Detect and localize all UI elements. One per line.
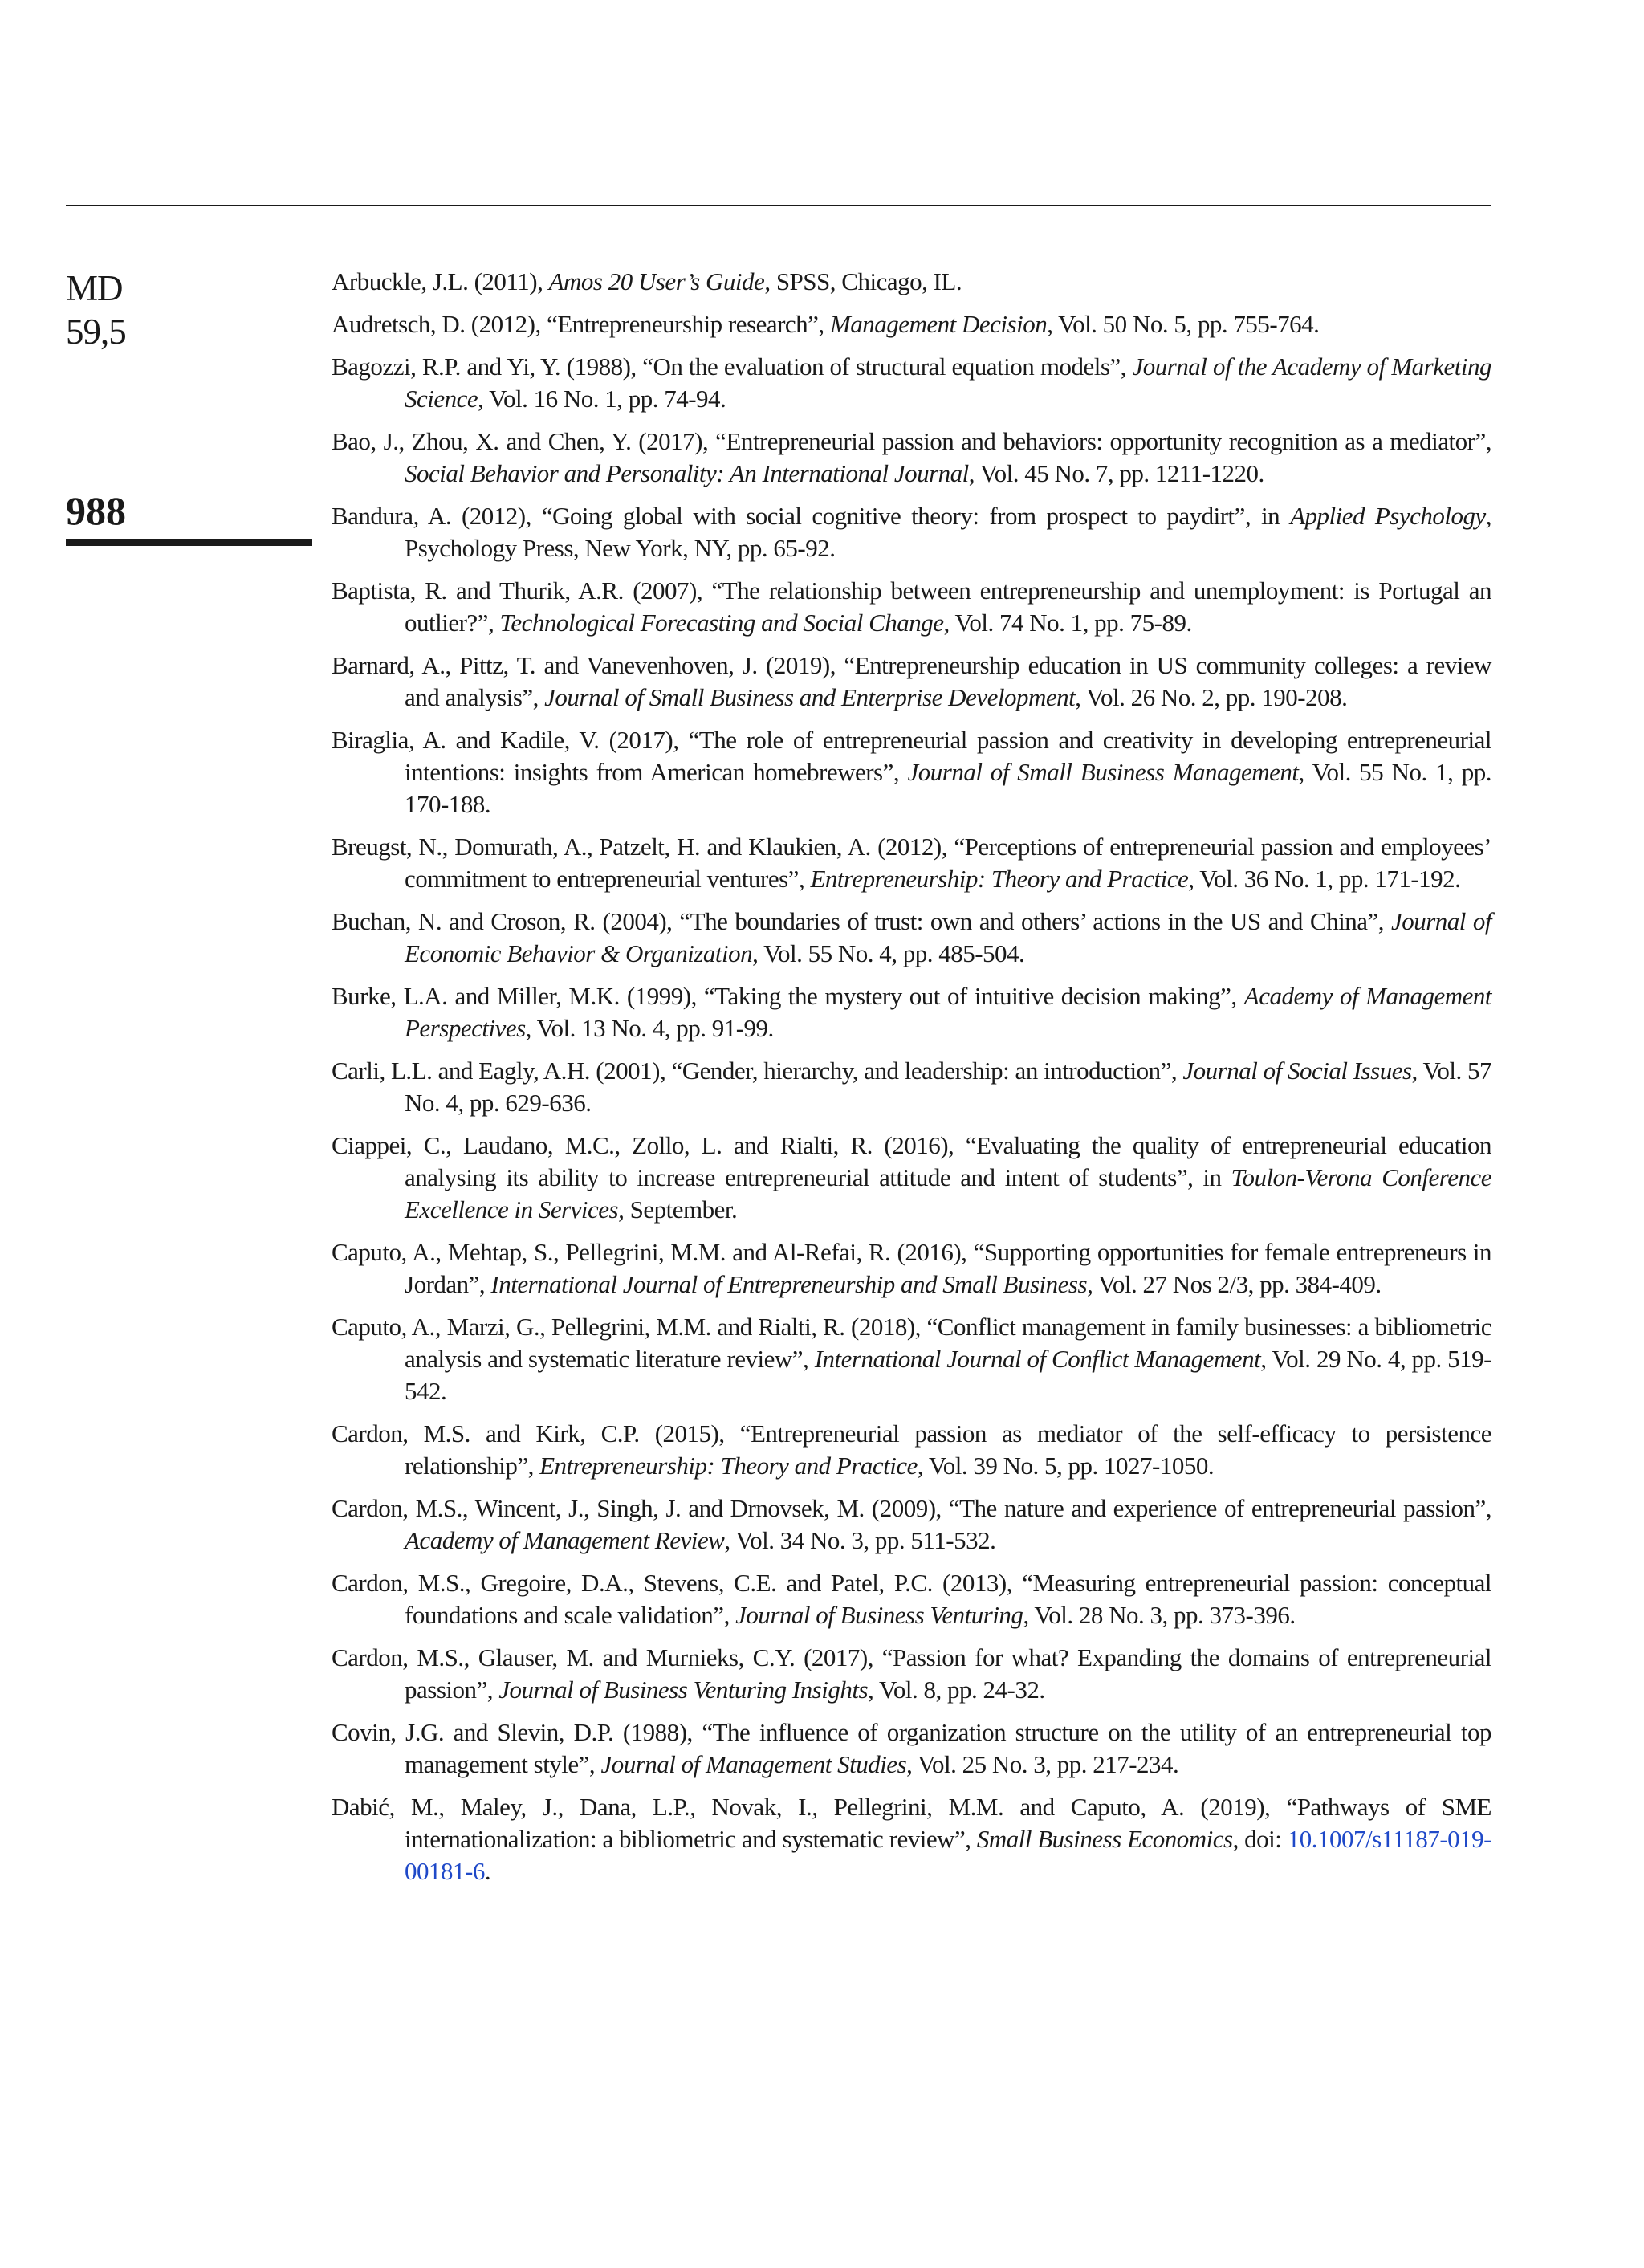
reference-text: Dabić, M., Maley, J., Dana, L.P., Novak, I., Pellegrini, M.M. and Caputo, A. (2019), “Pathways of SME internationalization: a bibliometric and systematic review”, [332, 1793, 1491, 1853]
reference-item [332, 351, 1491, 415]
reference-item [332, 575, 1491, 639]
reference-item [332, 649, 1491, 714]
journal-identifier [66, 267, 126, 353]
reference-text: , Vol. 27 Nos 2/3, pp. 384-409. [1087, 1270, 1382, 1298]
reference-text: Caputo, A., Mehtap, S., Pellegrini, M.M. and Al-Refai, R. (2016), “Supporting opportunities for female entrepreneurs in Jordan”, [332, 1238, 1491, 1298]
reference-text: Buchan, N. and Croson, R. (2004), “The boundaries of trust: own and others’ actions in the US and China”, [332, 907, 1391, 935]
reference-item [332, 980, 1491, 1044]
reference-text: Cardon, M.S., Gregoire, D.A., Stevens, C.E. and Patel, P.C. (2013), “Measuring entrepreneurial passion: conceptual foundations and scale validation”, [332, 1569, 1491, 1629]
reference-text: Cardon, M.S., Wincent, J., Singh, J. and Drnovsek, M. (2009), “The nature and experience of entrepreneurial passion”, [332, 1494, 1491, 1522]
reference-item [332, 1311, 1491, 1407]
reference-text: Baptista, R. and Thurik, A.R. (2007), “The relationship between entrepreneurship and unemployment: is Portugal an outlier?”, [332, 576, 1491, 637]
reference-source-title: Applied Psychology [1290, 502, 1486, 530]
reference-item [332, 1791, 1491, 1887]
reference-source-title: International Journal of Conflict Management [814, 1345, 1261, 1373]
reference-text: . [484, 1857, 491, 1885]
reference-text: Bandura, A. (2012), “Going global with social cognitive theory: from prospect to paydirt”, in [332, 502, 1291, 530]
reference-text: Arbuckle, J.L. (2011), [332, 267, 549, 295]
reference-text: , doi: [1232, 1825, 1288, 1853]
reference-source-title: Journal of Social Issues [1182, 1057, 1412, 1085]
page-number-rule [66, 539, 312, 546]
reference-text: Burke, L.A. and Miller, M.K. (1999), “Taking the mystery out of intuitive decision making”, [332, 982, 1244, 1010]
reference-source-title: Toulon-Verona Conference Excellence in Services, [405, 1163, 1492, 1224]
reference-source-title: Journal of Business Venturing [735, 1601, 1023, 1629]
reference-source-title: Journal of the Academy of Marketing Science [405, 352, 1491, 413]
reference-source-title: Small Business Economics [976, 1825, 1233, 1853]
reference-item [332, 1130, 1491, 1226]
reference-source-title: Journal of Economic Behavior & Organization [405, 907, 1491, 967]
reference-item [332, 426, 1491, 490]
reference-text: Cardon, M.S., Glauser, M. and Murnieks, C.Y. (2017), “Passion for what? Expanding the domains of entrepreneurial passion”, [332, 1643, 1491, 1704]
reference-item [332, 1236, 1491, 1301]
reference-text: , Vol. 29 No. 4, pp. 519-542. [405, 1345, 1492, 1405]
reference-text: September. [624, 1195, 738, 1224]
reference-text: Covin, J.G. and Slevin, D.P. (1988), “The influence of organization structure on the utility of an entrepreneurial top management style”, [332, 1718, 1491, 1778]
reference-item [332, 1716, 1491, 1781]
reference-source-title: International Journal of Entrepreneurship and Small Business [490, 1270, 1088, 1298]
reference-source-title: Technological Forecasting and Social Change [499, 609, 944, 637]
reference-source-title: Entrepreneurship: Theory and Practice [539, 1452, 918, 1480]
reference-source-title: Journal of Business Venturing Insights [498, 1676, 869, 1704]
reference-text: , Vol. 39 No. 5, pp. 1027-1050. [917, 1452, 1215, 1480]
reference-text: , Psychology Press, New York, NY, pp. 65-92. [405, 502, 1492, 562]
reference-text: , Vol. 13 No. 4, pp. 91-99. [525, 1014, 774, 1042]
reference-item [332, 906, 1491, 970]
reference-text: Barnard, A., Pittz, T. and Vanevenhoven, J. (2019), “Entrepreneurship education in US community colleges: a review and analysis”, [332, 651, 1491, 711]
reference-item [332, 1418, 1491, 1482]
reference-item [332, 1492, 1491, 1557]
reference-source-title: Social Behavior and Personality: An International Journal [405, 459, 969, 487]
reference-text: , Vol. 26 No. 2, pp. 190-208. [1075, 683, 1348, 711]
reference-source-title: Journal of Small Business Management [907, 758, 1299, 786]
reference-text: , Vol. 36 No. 1, pp. 171-192. [1188, 865, 1461, 893]
reference-text: Breugst, N., Domurath, A., Patzelt, H. and Klaukien, A. (2012), “Perceptions of entrepreneurial passion and employees’ commitment to entrepreneurial ventures”, [332, 833, 1491, 893]
reference-text: Cardon, M.S. and Kirk, C.P. (2015), “Entrepreneurial passion as mediator of the self-efficacy to persistence relationship”, [332, 1419, 1491, 1480]
reference-text: Biraglia, A. and Kadile, V. (2017), “The role of entrepreneurial passion and creativity in developing entrepreneurial intentions: insights from American homebrewers”, [332, 726, 1491, 786]
reference-text: , Vol. 25 No. 3, pp. 217-234. [906, 1750, 1179, 1778]
reference-text: Ciappei, C., Laudano, M.C., Zollo, L. and Rialti, R. (2016), “Evaluating the quality of entrepreneurial education analysing its ability to increase entrepreneurial attitude and intent of students”, in [332, 1131, 1491, 1191]
volume-issue: 59,5 [66, 311, 126, 352]
reference-item [332, 308, 1491, 340]
page-number: 988 [66, 488, 126, 533]
reference-item [332, 1642, 1491, 1706]
reference-text: Caputo, A., Marzi, G., Pellegrini, M.M. and Rialti, R. (2018), “Conflict management in family businesses: a bibliometric analysis and systematic literature review”, [332, 1313, 1491, 1373]
reference-source-title: Entrepreneurship: Theory and Practice [810, 865, 1189, 893]
reference-item [332, 724, 1491, 820]
reference-text: , Vol. 34 No. 3, pp. 511-532. [724, 1526, 996, 1554]
reference-source-title: Academy of Management Review [405, 1526, 725, 1554]
reference-text: , SPSS, Chicago, IL. [764, 267, 962, 295]
reference-text: , Vol. 57 No. 4, pp. 629-636. [405, 1057, 1491, 1117]
reference-text: , Vol. 50 No. 5, pp. 755-764. [1047, 310, 1320, 338]
doi-link[interactable]: 10.1007/s11187-019-00181-6 [405, 1825, 1491, 1885]
reference-source-title: Journal of Small Business and Enterprise Development [544, 683, 1076, 711]
reference-text: , Vol. 28 No. 3, pp. 373-396. [1023, 1601, 1296, 1629]
reference-text: Audretsch, D. (2012), “Entrepreneurship research”, [332, 310, 830, 338]
reference-source-title: Management Decision [829, 310, 1048, 338]
reference-item [332, 266, 1491, 298]
reference-source-title: Amos 20 User’s Guide [548, 267, 765, 295]
reference-item [332, 500, 1491, 564]
reference-item [332, 831, 1491, 895]
reference-text: , Vol. 55 No. 1, pp. 170-188. [405, 758, 1491, 818]
reference-text: Carli, L.L. and Eagly, A.H. (2001), “Gender, hierarchy, and leadership: an introduction”, [332, 1057, 1183, 1085]
reference-text: , Vol. 8, pp. 24-32. [868, 1676, 1045, 1704]
reference-source-title: Academy of Management Perspectives [405, 982, 1491, 1042]
reference-text: , Vol. 74 No. 1, pp. 75-89. [943, 609, 1192, 637]
reference-text: , Vol. 55 No. 4, pp. 485-504. [752, 939, 1025, 967]
reference-text: Bagozzi, R.P. and Yi, Y. (1988), “On the evaluation of structural equation models”, [332, 352, 1133, 381]
reference-text: , Vol. 16 No. 1, pp. 74-94. [478, 385, 726, 413]
reference-item [332, 1567, 1491, 1631]
reference-source-title: Journal of Management Studies [600, 1750, 907, 1778]
reference-list [332, 266, 1491, 1898]
journal-code: MD [66, 268, 123, 308]
header-rule [66, 205, 1491, 206]
reference-item [332, 1055, 1491, 1119]
reference-text: , Vol. 45 No. 7, pp. 1211-1220. [968, 459, 1264, 487]
reference-text: Bao, J., Zhou, X. and Chen, Y. (2017), “Entrepreneurial passion and behaviors: opportunity recognition as a mediator”, [332, 427, 1491, 455]
